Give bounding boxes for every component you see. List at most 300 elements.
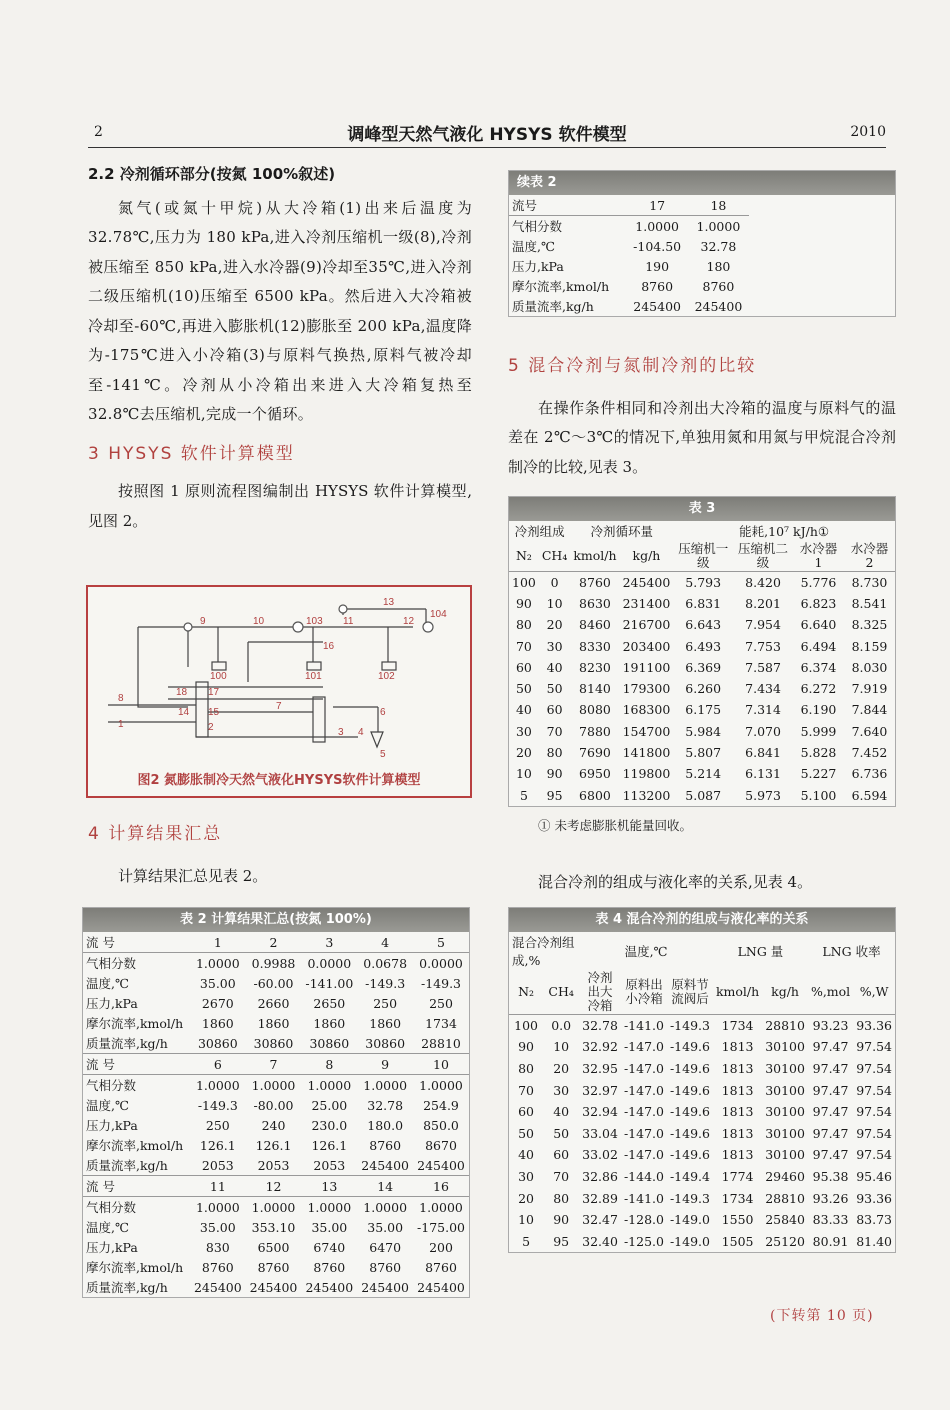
table-cell: 1.0000 bbox=[301, 1197, 357, 1218]
table-cell: 97.54 bbox=[856, 1039, 892, 1055]
table-cell: 97.54 bbox=[856, 1147, 892, 1163]
table-header-row bbox=[83, 1054, 469, 1075]
table-cell: 245400 bbox=[305, 1279, 354, 1295]
table-cell: 10 bbox=[553, 1039, 570, 1055]
table-cell: LNG 量 bbox=[737, 944, 784, 959]
table-row bbox=[83, 973, 469, 993]
table-header-row bbox=[509, 970, 895, 1015]
table-cell: 流 号 bbox=[86, 935, 115, 950]
table-cell: %,W bbox=[859, 984, 889, 999]
table-cell: 7.434 bbox=[745, 681, 781, 697]
table-cell: -149.6 bbox=[669, 1082, 710, 1098]
section-5-body2: 混合冷剂的组成与液化率的关系,见表 4。 bbox=[538, 873, 813, 891]
table-row bbox=[509, 1187, 895, 1209]
table-cell: 97.47 bbox=[812, 1125, 849, 1141]
table-cell: 5.807 bbox=[685, 745, 722, 761]
table-cell: 32.97 bbox=[582, 1082, 618, 1098]
table-cell: 70 bbox=[518, 1082, 535, 1098]
table-cell: 25840 bbox=[765, 1212, 805, 1228]
table-cell: 30860 bbox=[253, 1035, 294, 1051]
table-cell: -147.0 bbox=[623, 1082, 664, 1098]
table-cell: 8760 bbox=[369, 1137, 402, 1153]
table-cell: 6.594 bbox=[851, 787, 888, 803]
diagram-label: 11 bbox=[343, 616, 354, 627]
table-row bbox=[83, 1197, 469, 1218]
table-cell: 240 bbox=[261, 1117, 286, 1133]
table-cell: 1.0000 bbox=[357, 1075, 413, 1096]
table-cell: 压缩机二级 bbox=[738, 541, 789, 570]
table-cell: 8.325 bbox=[851, 617, 888, 633]
table-cell: 35.00 bbox=[311, 1219, 348, 1235]
table-cell: 191100 bbox=[622, 659, 671, 675]
table-cell: 1813 bbox=[721, 1147, 754, 1163]
table-cell: kg/h bbox=[771, 984, 799, 999]
table-cell: 1.0000 bbox=[413, 1197, 469, 1218]
table-cell: 8760 bbox=[641, 278, 674, 294]
table-cell: 1813 bbox=[721, 1082, 754, 1098]
diagram-label: 15 bbox=[208, 707, 220, 718]
table-cell: 质量流率,kg/h bbox=[86, 1280, 168, 1295]
table-row bbox=[509, 1079, 895, 1101]
table-cell: 245400 bbox=[361, 1157, 410, 1173]
table-row bbox=[509, 635, 895, 656]
table-cell: 8.420 bbox=[733, 572, 793, 593]
table-cell: 6.640 bbox=[800, 617, 837, 633]
table-cell: -149.0 bbox=[669, 1233, 710, 1249]
table-cell: 水冷器 1 bbox=[799, 541, 838, 570]
table-cell: 97.54 bbox=[856, 1060, 892, 1076]
table-cell: CH₄ bbox=[541, 548, 568, 563]
running-title: 调峰型天然气液化 HYSYS 软件模型 bbox=[347, 125, 627, 145]
table-cell: 32.78 bbox=[579, 1015, 621, 1037]
table-cell: 0.0678 bbox=[357, 953, 413, 974]
section-2-2-title: 2.2 冷剂循环部分(按氮 100%叙述) bbox=[88, 165, 336, 183]
table-cell: 1813 bbox=[721, 1125, 754, 1141]
table-row bbox=[509, 1101, 895, 1123]
table-cell: -149.6 bbox=[669, 1125, 710, 1141]
table-cell: 压力,kPa bbox=[86, 996, 138, 1011]
table-cell: 250 bbox=[429, 995, 453, 1011]
table-cell: 216700 bbox=[622, 617, 671, 633]
table-cell: 水冷器 2 bbox=[850, 541, 889, 570]
table-cell: 1505 bbox=[721, 1233, 754, 1249]
table-cell: kmol/h bbox=[573, 548, 617, 563]
section-4-body: 计算结果汇总见表 2。 bbox=[118, 866, 268, 885]
table-row bbox=[83, 1075, 469, 1096]
table-row bbox=[83, 993, 469, 1013]
diagram-label: 10 bbox=[253, 616, 265, 627]
table-cell: 温度,℃ bbox=[624, 944, 668, 959]
table-3-title: 表 3 bbox=[509, 497, 895, 521]
table-row bbox=[83, 1033, 469, 1054]
table-cell: 32.94 bbox=[582, 1104, 618, 1120]
diagram-label: 17 bbox=[208, 687, 220, 698]
table-cell: 6.823 bbox=[800, 595, 837, 611]
table-cell: 30100 bbox=[765, 1082, 805, 1098]
table-cell: 8630 bbox=[579, 595, 611, 611]
section-5-body2-wrap bbox=[508, 868, 896, 898]
table-cell: -147.0 bbox=[623, 1125, 664, 1141]
table-row bbox=[83, 1013, 469, 1033]
table-row bbox=[509, 678, 895, 699]
table-cell: 32.47 bbox=[582, 1212, 618, 1228]
table-2-title: 表 2 计算结果汇总(按氮 100%) bbox=[83, 908, 469, 932]
table-row bbox=[83, 1217, 469, 1237]
table-cell: 1.0000 bbox=[246, 1197, 302, 1218]
table-cell: 10 bbox=[546, 595, 563, 611]
table-cell: 2 bbox=[269, 934, 278, 950]
table-row bbox=[509, 572, 895, 593]
table-cell: 80.91 bbox=[812, 1233, 849, 1249]
table-cell: -149.4 bbox=[669, 1168, 710, 1184]
table-cell: 25120 bbox=[765, 1233, 805, 1249]
table-cell: 5.793 bbox=[673, 572, 733, 593]
table-cell: 90 bbox=[546, 766, 563, 782]
table-cell: 95 bbox=[546, 787, 563, 803]
table-cell: 32.40 bbox=[582, 1233, 618, 1249]
table-cell: 1.0000 bbox=[688, 216, 749, 237]
table-cell: 7.844 bbox=[851, 702, 888, 718]
table-cell: 0.0 bbox=[543, 1015, 579, 1037]
table-cell: 97.47 bbox=[812, 1039, 849, 1055]
section-5-title: 5 混合冷剂与氮制冷剂的比较 bbox=[508, 356, 757, 376]
diagram-label: 5 bbox=[380, 749, 386, 760]
table-cell: 190 bbox=[645, 258, 670, 274]
section-3-body: 按照图 1 原则流程图编制出 HYSYS 软件计算模型,见图 2。 bbox=[88, 482, 472, 530]
page-header bbox=[88, 118, 886, 148]
table-cell: 95 bbox=[553, 1233, 570, 1249]
table-cell: 质量流率,kg/h bbox=[512, 299, 594, 314]
table-cell: -104.50 bbox=[633, 238, 682, 254]
table-cell: 5.776 bbox=[793, 572, 844, 593]
table-cell: 原料出小冷箱 bbox=[625, 977, 663, 1006]
table-row bbox=[509, 742, 895, 763]
table-cell: 1734 bbox=[721, 1190, 754, 1206]
table-row bbox=[509, 1015, 895, 1037]
table-row bbox=[509, 1209, 895, 1231]
table-cell: 1860 bbox=[313, 1015, 346, 1031]
table-cell: 126.1 bbox=[255, 1137, 292, 1153]
table-cell: kg/h bbox=[632, 548, 661, 563]
table-cell: kmol/h bbox=[715, 984, 760, 999]
table-3-grid bbox=[509, 521, 895, 806]
table-cell: 1813 bbox=[721, 1060, 754, 1076]
table-cell: 126.1 bbox=[199, 1137, 236, 1153]
table-cell: 1774 bbox=[721, 1168, 754, 1184]
table-cell: 30100 bbox=[765, 1060, 805, 1076]
diagram-label: 7 bbox=[276, 701, 282, 712]
table-cell: 30860 bbox=[365, 1035, 406, 1051]
table-cell: -141.0 bbox=[621, 1015, 667, 1037]
table-cell: 850.0 bbox=[423, 1117, 459, 1133]
table-cell: 8.730 bbox=[844, 572, 895, 593]
section-4 bbox=[88, 820, 472, 891]
table-cell: 6.260 bbox=[685, 681, 722, 697]
table-row bbox=[83, 1257, 469, 1277]
table-cell: 5 bbox=[437, 934, 445, 950]
table-cell: 1.0000 bbox=[246, 1075, 302, 1096]
table-cell: -60.00 bbox=[253, 975, 294, 991]
table-cell: 8 bbox=[301, 1054, 357, 1075]
table-cell: 5 bbox=[522, 1233, 531, 1249]
table-cell: 81.40 bbox=[856, 1233, 892, 1249]
table-cell: 1.0000 bbox=[301, 1075, 357, 1096]
table-4-grid bbox=[509, 932, 895, 1252]
table-cell: -149.3 bbox=[420, 975, 461, 991]
table-cell: 2650 bbox=[313, 995, 346, 1011]
table-cell: -149.3 bbox=[667, 1015, 713, 1037]
table-cell: 97.47 bbox=[812, 1104, 849, 1120]
table-cell: 8760 bbox=[702, 278, 735, 294]
table-cell: 9 bbox=[357, 1054, 413, 1075]
diagram-label: 13 bbox=[383, 597, 395, 608]
year: 2010 bbox=[850, 124, 886, 140]
table-cell: 5.828 bbox=[800, 745, 837, 761]
table-cell: 5.214 bbox=[685, 766, 722, 782]
table-header-row bbox=[83, 932, 469, 953]
table-cell: 20 bbox=[518, 1190, 535, 1206]
table-cell: 5 bbox=[519, 787, 528, 803]
table-row bbox=[509, 296, 749, 316]
diagram-label: 102 bbox=[378, 671, 395, 682]
table-cell: 40 bbox=[546, 659, 563, 675]
table-cell: 温度,℃ bbox=[512, 239, 555, 254]
table-cell: 1.0000 bbox=[626, 216, 687, 237]
table-2 bbox=[82, 907, 470, 1298]
table-cell: 32.78 bbox=[700, 238, 737, 254]
section-5 bbox=[508, 352, 896, 482]
table-cell: 5.973 bbox=[745, 787, 781, 803]
table-cell: 20 bbox=[553, 1060, 570, 1076]
table-3-note: ① 未考虑膨胀机能量回收。 bbox=[538, 818, 692, 833]
table-cell: 30 bbox=[515, 723, 532, 739]
table-cell: 154700 bbox=[622, 723, 671, 739]
table-cell: 203400 bbox=[622, 638, 671, 654]
table-cell: LNG 收率 bbox=[822, 944, 881, 959]
diagram-label: 100 bbox=[210, 671, 227, 682]
diagram-label: 4 bbox=[358, 727, 364, 738]
table-cell: 30860 bbox=[309, 1035, 350, 1051]
table-cell: 93.23 bbox=[808, 1015, 853, 1037]
table-cell: 8140 bbox=[579, 681, 611, 697]
table-row bbox=[83, 1155, 469, 1176]
diagram-label: 3 bbox=[338, 727, 344, 738]
table-cell: 70 bbox=[515, 638, 532, 654]
table-cell: 32.92 bbox=[582, 1039, 618, 1055]
table-cell: 50 bbox=[553, 1125, 570, 1141]
table-row bbox=[509, 721, 895, 742]
table-cell: 35.00 bbox=[199, 1219, 236, 1235]
figure-2-caption: 图2 氮膨胀制冷天然气液化HYSYS软件计算模型 bbox=[137, 773, 421, 788]
table-cell: 1734 bbox=[713, 1015, 762, 1037]
table-cell: 97.47 bbox=[812, 1147, 849, 1163]
table-cell: 8230 bbox=[579, 659, 611, 675]
table-cell: -125.0 bbox=[623, 1233, 664, 1249]
table-cell: 6.493 bbox=[685, 638, 722, 654]
diagram-label: 18 bbox=[176, 687, 188, 698]
table-cell: 温度,℃ bbox=[86, 976, 129, 991]
table-cell: 50 bbox=[518, 1125, 535, 1141]
table-cell: 30 bbox=[546, 638, 563, 654]
table-cell: 90 bbox=[515, 595, 532, 611]
table-cell: 8.159 bbox=[851, 638, 888, 654]
table-cell: -147.0 bbox=[623, 1147, 664, 1163]
table-cell: 1.0000 bbox=[190, 953, 246, 974]
table-cell: 4 bbox=[381, 934, 390, 950]
table-cell: 0.0000 bbox=[301, 953, 357, 974]
table-cell: 83.73 bbox=[856, 1212, 892, 1228]
diagram-label: 8 bbox=[118, 693, 124, 704]
table-cell: -149.3 bbox=[669, 1190, 710, 1206]
table-cell: 60 bbox=[546, 702, 563, 718]
table-cell: 能耗,10⁷ kJ/h① bbox=[739, 524, 830, 539]
table-cell: -147.0 bbox=[623, 1104, 664, 1120]
table-cell: %,mol bbox=[810, 984, 851, 999]
table-cell: 2660 bbox=[257, 995, 290, 1011]
table-cell: -128.0 bbox=[623, 1212, 664, 1228]
table-cell: -141.00 bbox=[305, 975, 354, 991]
table-cell: 6.272 bbox=[800, 681, 837, 697]
table-row bbox=[509, 763, 895, 784]
table-cell: 8760 bbox=[257, 1259, 290, 1275]
table-row bbox=[509, 657, 895, 678]
table-cell: 93.26 bbox=[812, 1190, 849, 1206]
hysys-flow-diagram bbox=[88, 587, 470, 767]
table-cell: 7.919 bbox=[851, 681, 888, 697]
table-cell: 200 bbox=[429, 1239, 453, 1255]
table-cell: 7.753 bbox=[745, 638, 781, 654]
table-header-row bbox=[83, 1176, 469, 1197]
table-cell: 6800 bbox=[579, 787, 611, 803]
diagram-label: 16 bbox=[323, 641, 335, 652]
table-cell: -149.6 bbox=[669, 1147, 710, 1163]
table-cell: 7.070 bbox=[745, 723, 781, 739]
table-cell: 17 bbox=[649, 197, 666, 213]
table-cell: 1.0000 bbox=[190, 1075, 246, 1096]
table-cell: 6.736 bbox=[851, 766, 888, 782]
table-cell: 质量流率,kg/h bbox=[86, 1036, 168, 1051]
table-cell: 100 bbox=[509, 1015, 543, 1037]
table-cell: 压力,kPa bbox=[86, 1118, 138, 1133]
diagram-label: 6 bbox=[380, 707, 386, 718]
table-row bbox=[83, 953, 469, 974]
table-cell: 6.374 bbox=[800, 659, 837, 675]
table-cell: 245400 bbox=[193, 1279, 242, 1295]
table-cell: -141.0 bbox=[623, 1190, 664, 1206]
table-cell: 摩尔流率,kmol/h bbox=[86, 1260, 184, 1275]
table-row bbox=[509, 1166, 895, 1188]
table-2c-grid bbox=[509, 195, 749, 316]
table-cell: 流 号 bbox=[83, 1176, 190, 1197]
table-row bbox=[509, 1058, 895, 1080]
table-cell: 60 bbox=[553, 1147, 570, 1163]
figure-2 bbox=[86, 585, 472, 798]
table-row bbox=[509, 236, 749, 256]
table-cell: 80 bbox=[515, 617, 532, 633]
table-cell: 1734 bbox=[425, 1015, 457, 1031]
table-cell: 6740 bbox=[313, 1239, 346, 1255]
table-cell: 168300 bbox=[622, 702, 671, 718]
table-row bbox=[509, 593, 895, 614]
table-cell: 97.54 bbox=[856, 1104, 892, 1120]
table-cell: 10 bbox=[413, 1054, 469, 1075]
table-cell: 冷剂组成 bbox=[514, 524, 565, 539]
table-cell: 1.0000 bbox=[413, 1075, 469, 1096]
table-cell: 1.0000 bbox=[190, 1197, 246, 1218]
table-cell: 压力,kPa bbox=[86, 1240, 138, 1255]
table-cell: 6.494 bbox=[800, 638, 837, 654]
table-cell: 8760 bbox=[570, 572, 619, 593]
table-cell: 32.86 bbox=[582, 1168, 618, 1184]
table-cell: 8080 bbox=[579, 702, 611, 718]
table-cell: CH₄ bbox=[548, 984, 574, 999]
diagram-label: 9 bbox=[200, 616, 206, 627]
table-cell: 7.314 bbox=[745, 702, 781, 718]
table-cell: 1 bbox=[213, 934, 222, 950]
table-cell: 1860 bbox=[257, 1015, 290, 1031]
table-cell: 80 bbox=[546, 745, 563, 761]
table-cell: 245400 bbox=[694, 298, 743, 314]
table-cell: 原料节流阀后 bbox=[671, 977, 709, 1006]
section-3-title: 3 HYSYS 软件计算模型 bbox=[88, 443, 295, 464]
diagram-label: 1 bbox=[118, 719, 124, 730]
table-cell: 6.643 bbox=[685, 617, 722, 633]
table-cell: 8670 bbox=[425, 1137, 457, 1153]
table-3 bbox=[508, 496, 896, 807]
table-cell: 7690 bbox=[579, 745, 611, 761]
table-cell: 245400 bbox=[361, 1279, 410, 1295]
table-cell: 5.087 bbox=[685, 787, 722, 803]
diagram-label: 2 bbox=[208, 722, 214, 733]
table-cell: 28810 bbox=[762, 1015, 808, 1037]
table-4 bbox=[508, 907, 896, 1253]
table-cell: 6.131 bbox=[745, 766, 781, 782]
table-cell: 7 bbox=[246, 1054, 302, 1075]
table-cell: 2053 bbox=[257, 1157, 290, 1173]
table-cell: 250 bbox=[373, 995, 398, 1011]
table-row bbox=[509, 1122, 895, 1144]
table-cell: 6.175 bbox=[685, 702, 722, 718]
table-cell: -149.0 bbox=[669, 1212, 710, 1228]
table-cell: 90 bbox=[518, 1039, 535, 1055]
table-cell: 气相分数 bbox=[83, 1197, 190, 1218]
table-cell: 245400 bbox=[417, 1157, 465, 1173]
table-cell: 29460 bbox=[765, 1168, 805, 1184]
table-cell: 32.95 bbox=[582, 1060, 618, 1076]
table-cell: 0 bbox=[539, 572, 570, 593]
table-cell: 7.954 bbox=[745, 617, 781, 633]
table-cell: 80 bbox=[553, 1190, 570, 1206]
table-cell: 30860 bbox=[197, 1035, 238, 1051]
table-cell: 流号 bbox=[512, 198, 538, 213]
table-cell: 353.10 bbox=[251, 1219, 296, 1235]
table-cell: 6950 bbox=[579, 766, 611, 782]
diagram-label: 14 bbox=[178, 707, 190, 718]
table-row bbox=[83, 1115, 469, 1135]
table-cell: 70 bbox=[553, 1168, 570, 1184]
table-cell: 1860 bbox=[201, 1015, 234, 1031]
table-cell: 13 bbox=[301, 1176, 357, 1197]
table-cell: 16 bbox=[413, 1176, 469, 1197]
table-cell: 1860 bbox=[369, 1015, 402, 1031]
table-cell: 113200 bbox=[622, 787, 671, 803]
table-cell: -149.6 bbox=[669, 1060, 710, 1076]
table-cell: 20 bbox=[515, 745, 532, 761]
table-cell: 7880 bbox=[579, 723, 611, 739]
table-cell: 6.190 bbox=[800, 702, 837, 718]
page-number: 2 bbox=[94, 124, 103, 140]
table-cell: 流 号 bbox=[83, 1054, 190, 1075]
